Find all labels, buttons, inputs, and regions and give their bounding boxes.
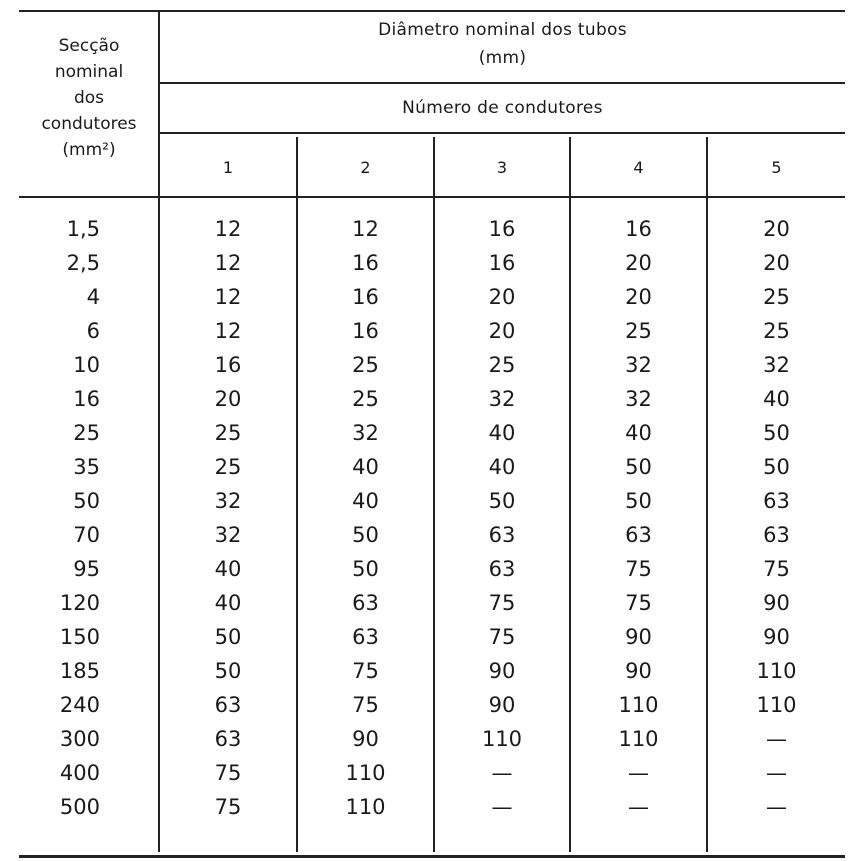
value-cell: 25	[763, 319, 790, 343]
section-cell: 4	[86, 285, 100, 309]
value-cell: 20	[763, 251, 790, 275]
value-cell: —	[491, 761, 513, 785]
value-cell: 12	[214, 251, 242, 275]
section-cell: 10	[73, 353, 100, 377]
column-number: 5	[771, 158, 782, 177]
value-cell: 16	[352, 251, 379, 275]
column-number: 3	[496, 158, 508, 177]
value-cell: 75	[488, 591, 516, 615]
value-cell: 63	[214, 693, 242, 717]
value-cell: 16	[352, 319, 379, 343]
value-cell: 63	[352, 591, 379, 615]
value-cell: 25	[625, 319, 652, 343]
section-cell: 16	[73, 387, 100, 411]
value-cell: 110	[481, 727, 523, 751]
value-cell: 75	[488, 625, 516, 649]
section-cell: 6	[86, 319, 100, 343]
table-row	[0, 586, 855, 620]
table-row	[0, 722, 855, 756]
value-cell: 32	[488, 387, 516, 411]
table-row	[0, 280, 855, 314]
table-row	[0, 246, 855, 280]
table-row	[0, 484, 855, 518]
table-row	[0, 552, 855, 586]
value-cell: 16	[352, 285, 379, 309]
value-cell: 20	[488, 319, 516, 343]
header-rule-1	[160, 82, 845, 84]
value-cell: 63	[625, 523, 652, 547]
stub-header-line: Secção	[58, 36, 120, 56]
value-cell: —	[491, 795, 513, 819]
column-number: 4	[633, 158, 644, 177]
value-cell: 110	[345, 795, 386, 819]
top-header-unit: (mm)	[478, 48, 527, 68]
value-cell: 20	[214, 387, 242, 411]
value-cell: 110	[756, 693, 797, 717]
value-cell: 32	[352, 421, 379, 445]
value-cell: —	[766, 727, 787, 751]
column-number: 2	[360, 158, 371, 177]
value-cell: 16	[488, 217, 516, 241]
value-cell: 16	[488, 251, 516, 275]
section-cell: 50	[73, 489, 100, 513]
section-cell: 70	[73, 523, 100, 547]
stub-header	[20, 33, 158, 163]
table-row	[0, 314, 855, 348]
value-cell: 50	[763, 421, 790, 445]
table-row	[0, 518, 855, 552]
value-cell: 75	[214, 761, 242, 785]
value-cell: 40	[352, 455, 379, 479]
value-cell: 75	[763, 557, 790, 581]
value-cell: —	[766, 761, 787, 785]
value-cell: 20	[763, 217, 790, 241]
table-row	[0, 416, 855, 450]
section-cell: 150	[59, 625, 100, 649]
table-row	[0, 790, 855, 824]
value-cell: 40	[488, 455, 516, 479]
value-cell: 40	[763, 387, 790, 411]
table-row	[0, 620, 855, 654]
section-cell: 1,5	[66, 217, 100, 241]
column-number: 1	[222, 158, 234, 177]
value-cell: 63	[352, 625, 379, 649]
value-cell: 25	[352, 387, 379, 411]
value-cell: 25	[763, 285, 790, 309]
top-header-title: Diâmetro nominal dos tubos	[378, 20, 627, 40]
value-cell: 75	[214, 795, 242, 819]
value-cell: —	[628, 795, 649, 819]
value-cell: 25	[214, 421, 242, 445]
stub-header-line: dos	[73, 88, 105, 108]
value-cell: 90	[763, 591, 790, 615]
table-row	[0, 382, 855, 416]
value-cell: 90	[352, 727, 379, 751]
value-cell: —	[766, 795, 787, 819]
value-cell: 12	[214, 217, 242, 241]
value-cell: 32	[625, 387, 652, 411]
value-cell: 20	[625, 251, 652, 275]
table-row	[0, 212, 855, 246]
section-cell: 400	[59, 761, 100, 785]
value-cell: 16	[214, 353, 242, 377]
value-cell: 32	[214, 489, 242, 513]
table-row	[0, 654, 855, 688]
stub-header-line: nominal	[54, 62, 124, 82]
value-cell: 63	[763, 489, 790, 513]
table-row	[0, 756, 855, 790]
section-cell: 95	[73, 557, 100, 581]
value-cell: 16	[625, 217, 652, 241]
section-cell: 240	[59, 693, 100, 717]
value-cell: 20	[488, 285, 516, 309]
value-cell: 50	[488, 489, 516, 513]
value-cell: 32	[625, 353, 652, 377]
value-cell: 90	[625, 659, 652, 683]
sub-header: Número de condutores	[402, 98, 603, 118]
section-cell: 185	[59, 659, 100, 683]
stub-header-line: (mm²)	[62, 140, 116, 160]
section-cell: 300	[59, 727, 100, 751]
section-cell: 35	[73, 455, 100, 479]
value-cell: 40	[214, 557, 242, 581]
section-cell: 2,5	[66, 251, 100, 275]
value-cell: 63	[214, 727, 242, 751]
value-cell: 63	[763, 523, 790, 547]
value-cell: 50	[625, 455, 652, 479]
header-rule-3	[19, 196, 845, 198]
value-cell: 25	[352, 353, 379, 377]
table-row	[0, 688, 855, 722]
value-cell: 90	[625, 625, 652, 649]
value-cell: 75	[352, 693, 379, 717]
value-cell: 20	[625, 285, 652, 309]
value-cell: 50	[352, 557, 379, 581]
value-cell: 110	[618, 727, 659, 751]
section-cell: 500	[59, 795, 100, 819]
value-cell: 12	[214, 319, 242, 343]
value-cell: 110	[756, 659, 797, 683]
value-cell: 110	[618, 693, 659, 717]
value-cell: 110	[345, 761, 386, 785]
value-cell: 50	[763, 455, 790, 479]
value-cell: 40	[214, 591, 242, 615]
value-cell: 90	[763, 625, 790, 649]
value-cell: 50	[214, 659, 242, 683]
value-cell: 50	[625, 489, 652, 513]
value-cell: 50	[352, 523, 379, 547]
section-cell: 25	[73, 421, 100, 445]
value-cell: 90	[488, 693, 516, 717]
value-cell: 75	[625, 557, 652, 581]
section-cell: 120	[59, 591, 100, 615]
value-cell: 63	[488, 523, 516, 547]
value-cell: 32	[763, 353, 790, 377]
value-cell: 40	[488, 421, 516, 445]
value-cell: 90	[488, 659, 516, 683]
value-cell: 40	[352, 489, 379, 513]
value-cell: 12	[352, 217, 379, 241]
value-cell: —	[628, 761, 649, 785]
value-cell: 40	[625, 421, 652, 445]
value-cell: 32	[214, 523, 242, 547]
table-row	[0, 450, 855, 484]
value-cell: 75	[352, 659, 379, 683]
value-cell: 25	[214, 455, 242, 479]
table-row	[0, 348, 855, 382]
value-cell: 63	[488, 557, 516, 581]
value-cell: 25	[488, 353, 516, 377]
value-cell: 50	[214, 625, 242, 649]
header-rule-2	[160, 132, 845, 134]
value-cell: 75	[625, 591, 652, 615]
stub-header-line: condutores	[41, 114, 137, 134]
value-cell: 12	[214, 285, 242, 309]
